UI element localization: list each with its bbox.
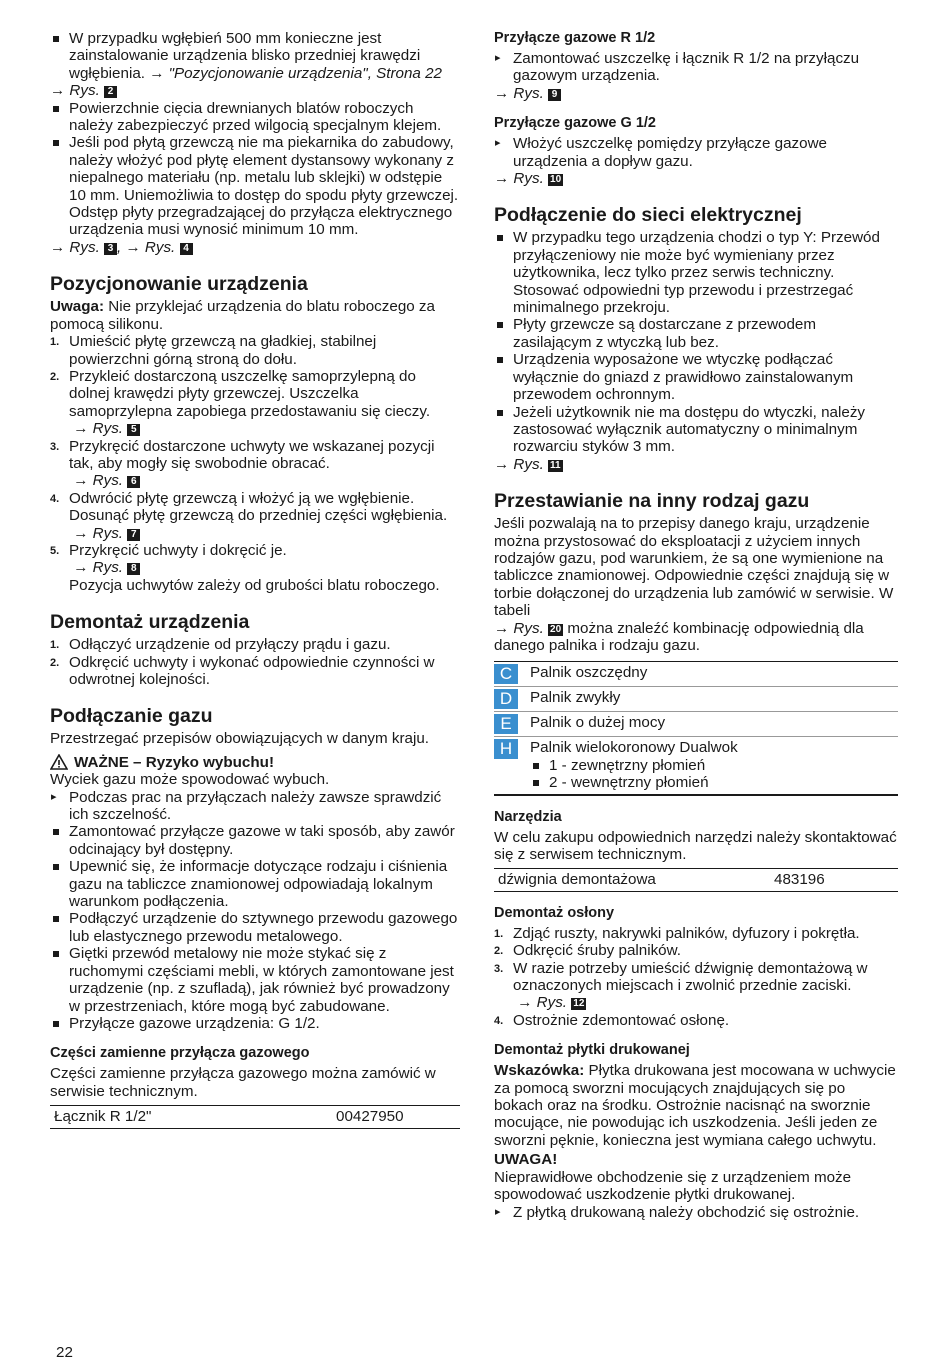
list-item: Jeśli pod płytą grzewczą nie ma piekarnika do zabudowy, należy włożyć pod płytę element dystansowy wykonany z niepalnego materiału (np. metalu lub sklejki) w odstępie 10 mm. Uniemożliwia to dostęp do spodu płyty grzewczej. Odstęp płyty przegradzającej do przyłącza elektrycznego urządzenia musi wynosić minimum 10 mm. [50, 134, 460, 238]
step: 1. Zdjąć ruszty, nakrywki palników, dyfuzory i pokrętła. [494, 924, 860, 942]
list-item: W przypadku wgłębień 500 mm konieczne jest zainstalowanie urządzenia blisko przedniej krawędzi wgłębienia. → "Pozycjonowanie urządzenia", Strona 22 [50, 30, 460, 82]
step: 4. Ostrożnie zdemontować osłonę. [494, 1011, 730, 1029]
figure-ref: → Rys. 11 [494, 455, 561, 473]
note: Uwaga: Nie przyklejać urządzenia do blatu roboczego za pomocą silikonu. [50, 298, 435, 333]
step: 1. Umieścić płytę grzewczą na gładkiej, stabilnej powierzchni górną stroną do dołu. [50, 333, 377, 368]
step: 5. Przykręcić uchwyty i dokręcić je. → Rys. 8 Pozycja uchwytów zależy od grubości blatu roboczego. [50, 541, 440, 594]
step: 3. Przykręcić dostarczone uchwyty we wskazanej pozycji tak, aby mogły się swobodnie obracać. → Rys. 6 [50, 437, 435, 490]
table-row: Łącznik R 1/2" 00427950 [50, 1106, 460, 1128]
step: 2. Odkręcić uchwyty i wykonać odpowiednie czynności w odwrotnej kolejności. [50, 653, 435, 688]
figure-ref: → Rys. 3 , → Rys. 4 [50, 239, 460, 256]
subsection-title: Przyłącze gazowe G 1/2 [494, 115, 656, 132]
action-item: ▸ Z płytką drukowaną należy obchodzić się ostrożnie. [494, 1204, 898, 1221]
intro-list [50, 30, 460, 82]
spare-parts-table [50, 1105, 460, 1128]
list-item: Zamontować przyłącze gazowe w taki sposób, aby zawór odcinający był dostępny. [50, 823, 460, 858]
figure-ref: → Rys. 9 [494, 85, 898, 102]
figure-ref: → Rys. 2 [50, 82, 460, 99]
list-item: Jeżeli użytkownik nie ma dostępu do wtyczki, należy zastosować wyłącznik automatyczny o minimalnym rozwarciu styków 3 mm. [494, 404, 898, 456]
action-item: ▸ Zamontować uszczelkę i łącznik R 1/2 na przyłączu gazowym urządzenia. [494, 50, 898, 85]
list-item: Przyłącze gazowe urządzenia: G 1/2. [50, 1015, 460, 1032]
table-row: H Palnik wielokoronowy Dualwok 1 - zewnętrzny płomień 2 - wewnętrzny płomień [494, 737, 898, 795]
section-title: Podłączanie gazu [50, 705, 213, 728]
subsection-title: Demontaż osłony [494, 904, 615, 921]
list-item: Podłączyć urządzenie do sztywnego przewodu gazowego lub elastycznego przewodu metalowego. [50, 910, 460, 945]
list-item: Upewnić się, że informacje dotyczące rodzaju i ciśnienia gazu na tabliczce znamionowej odpowiadają lokalnym warunkom podłączenia. [50, 858, 460, 910]
list-item: 2 - wewnętrzny płomień [530, 774, 898, 791]
step: 4. Odwrócić płytę grzewczą i włożyć ją we wgłębienie. Dosunąć płytę grzewczą do przedniej części wgłębienia. → Rys. 7 [50, 489, 448, 542]
positioning-steps [50, 333, 460, 594]
step: 1. Odłączyć urządzenie od przyłączy prądu i gazu. [50, 636, 391, 654]
subsection-title: Przyłącze gazowe R 1/2 [494, 30, 656, 46]
section-title: Pozycjonowanie urządzenia [50, 273, 308, 296]
burner-code: D [494, 689, 518, 709]
left-column: W przypadku wgłębień 500 mm konieczne jest zainstalowanie urządzenia blisko przedniej krawędzi wgłębienia. → "Pozycjonowanie urządzenia", Strona 22 → Rys. 2 Powierzchnie cięcia drewnianych blatów roboczych należy zabezpieczyć przed wilgocią specjalnym klejem. Jeśli pod płytą grzewczą nie ma piekarnika do zabudowy, należy włożyć pod płytę element dystansowy wykonany z niepalnego materiału (np. metalu lub sklejki) w odstępie 10 mm. Uniemożliwia to dostęp do spodu płyty grzewczej. Odstęp płyty przegradzającej do przyłącza elektrycznego urządzenia musi wynosić minimum 10 mm. → Rys. 3 , → Rys. 4 Pozycjonowanie urządzenia Uwaga: Nie przyklejać urządzenia do blatu roboczego za pomocą silikonu. 1. Umieścić płytę grzewczą na gładkiej, stabilnej powierzchni górną stroną do dołu. 2. Przykleić dostarczoną uszczelkę samoprzylepną do dolnej krawędzi płyty grzewczej. Uszczelka samoprzylepna zapobiega przedostawaniu się cieczy. → Rys. 5 3. Przykręcić dostarczone uchwyty we wskazanej pozycji tak, aby mogły się swobodnie obracać. → Rys. 6 4. Odwrócić płytę grzewczą i włożyć ją we wgłębienie. Dosunąć płytę grzewczą do przedniej części wgłębienia. → Rys. 7 5. Przykręcić uchwyty i dokręcić je. → Rys. 8 Pozycja uchwytów zależy od grubości blatu roboczego. Demontaż urządzenia 1. Odłączyć urządzenie od przyłączy prądu i gazu. 2. Odkręcić uchwyty i wykonać odpowiednie czynności w odwrotnej kolejności. Podłączanie gazu Przestrzegać przepisów obowiązujących w danym kraju. WAŻNE – Ryzyko wybuchu! Wyciek gazu może spowodować wybuch. ▸ Podczas prac na przyłączach należy zawsze sprawdzić ich szczelność. Zamontować przyłącze gazowe w taki sposób, aby zawór odcinający był dostępny. Upewnić się, że informacje dotyczące rodzaju i ciśnienia gazu na tabliczce znamionowej odpowiadają lokalnym warunkom podłączenia. Podłączyć urządzenie do sztywnego przewodu gazowego lub elastycznego przewodu metalowego. Giętki przewód metalowy nie może stykać się z ruchomymi częściami mebli, w których zamontowane jest urządzenie (np. z szufladą), jak również być prowadzony w przestrzeniach, które mogą być zabudowane. Przyłącze gazowe urządzenia: G 1/2. Części zamienne przyłącza gazowego Części zamienne przyłącza gazowego można zamówić w serwisie technicznym. Łącznik R 1/2" 00427950 [50, 30, 460, 1129]
warning-title: WAŻNE – Ryzyko wybuchu! [50, 754, 460, 771]
table-row: C Palnik oszczędny [494, 662, 898, 687]
list-item: Powierzchnie cięcia drewnianych blatów roboczych należy zabezpieczyć przed wilgocią specjalnym klejem. [50, 100, 460, 135]
figure-ref: → Rys. 10 [494, 170, 562, 188]
list-item: Urządzenia wyposażone we wtyczkę podłączać wyłącznie do gniazd z prawidłowo zainstalowanym przewodem ochronnym. [494, 351, 898, 403]
step: 2. Przykleić dostarczoną uszczelkę samoprzylepną do dolnej krawędzi płyty grzewczej. Uszczelka samoprzylepna zapobiega przedostawaniu się cieczy. → Rys. 5 [50, 367, 431, 438]
action-item: ▸ Włożyć uszczelkę pomiędzy przyłącze gazowe urządzenia a dopływ gazu. [494, 135, 898, 170]
step: 2. Odkręcić śruby palników. [494, 942, 681, 960]
subsection-title: Demontaż płytki drukowanej [494, 1042, 690, 1059]
warning-icon [50, 754, 68, 770]
list-item: Płyty grzewcze są dostarczane z przewodem zasilającym z wtyczką lub bez. [494, 316, 898, 351]
section-title: Przestawianie na inny rodzaj gazu [494, 490, 810, 513]
burner-code: E [494, 714, 518, 734]
right-column: Przyłącze gazowe R 1/2 ▸ Zamontować uszczelkę i łącznik R 1/2 na przyłączu gazowym urządzenia. → Rys. 9 Przyłącze gazowe G 1/2 ▸ Włożyć uszczelkę pomiędzy przyłącze gazowe urządzenia a dopływ gazu. → Rys. 10 Podłączenie do sieci elektrycznej W przypadku tego urządzenia chodzi o typ Y: Przewód przyłączeniowy nie może być wymieniany przez użytkownika, lecz tylko przez serwis techniczny. Stosować odpowiedni typ przewodu i przestrzegać minimalnego przekroju. Płyty grzewcze są dostarczane z przewodem zasilającym z wtyczką lub bez. Urządzenia wyposażone we wtyczkę podłączać wyłącznie do gniazd z prawidłowo zainstalowanym przewodem ochronnym. Jeżeli użytkownik nie ma dostępu do wtyczki, należy zastosować wyłącznik automatyczny o minimalnym rozwarciu styków 3 mm. → Rys. 11 Przestawianie na inny rodzaj gazu Jeśli pozwalają na to przepisy danego kraju, urządzenie można przystosować do eksploatacji z użyciem innych rodzajów gazu, pod warunkiem, że są one wymienione na tabliczce znamionowej. Odpowiednie części znajdują się w torbie dołączonej do urządzenia lub zamówić w serwisie. W tabeli → Rys. 20 można znaleźć kombinację odpowiednią dla danego palnika i rodzaju gazu. C Palnik oszczędny D Palnik zwykły E Palnik o dużej mocy H Palnik wielokoronowy Dualwok 1 - zewnętrzny płomień 2 - wewnętrzny płomień Narzędzia W celu zakupu odpowiednich narzędzi należy skontaktować się z serwisem technicznym. dźwignia demontażowa 483196 Demontaż osłony 1. Zdjąć ruszty, nakrywki palników, dyfuzory i pokrętła. 2. Odkręcić śruby palników. 3. W razie potrzeby umieścić dźwignię demontażową w oznaczonych miejscach i zwolnić przednie zaciski. → Rys. 12 4. Ostrożnie zdemontować osłonę. Demontaż płytki drukowanej Wskazówka: Płytka drukowana jest mocowana w uchwycie za pomocą sworzni mocujących znajdujących się po bokach oraz na środku. Ostrożnie nacisnąć na sworznie mocujące, nie powodując ich uszkodzenia. Jeśli jeden ze sworzni pęknie, konieczna jest wymiana całego uchwytu. UWAGA! Nieprawidłowe obchodzenie się z urządzeniem może spowodować uszkodzenie płytki drukowanej. ▸ Z płytką drukowaną należy obchodzić się ostrożnie. [494, 30, 898, 1221]
list-item: W przypadku tego urządzenia chodzi o typ Y: Przewód przyłączeniowy nie może być wymieniany przez użytkownika, lecz tylko przez serwis techniczny. Stosować odpowiedni typ przewodu i przestrzegać minimalnego przekroju. [494, 229, 898, 316]
tools-table [494, 868, 898, 891]
list-item: 1 - zewnętrzny płomień [530, 757, 898, 774]
subsection-title: Części zamienne przyłącza gazowego [50, 1045, 310, 1062]
step: 3. W razie potrzeby umieścić dźwignię demontażową w oznaczonych miejscach i zwolnić przednie zaciski. → Rys. 12 [494, 959, 868, 1012]
table-row: E Palnik o dużej mocy [494, 712, 898, 737]
table-row: dźwignia demontażowa 483196 [494, 869, 898, 891]
section-title: Demontaż urządzenia [50, 611, 250, 634]
list-item: Giętki przewód metalowy nie może stykać się z ruchomymi częściami mebli, w których zamontowane jest urządzenie (np. z szufladą), jak również być prowadzony w przestrzeniach, które mogą być zabudowane. [50, 945, 460, 1015]
subsection-title: Narzędzia [494, 808, 562, 825]
table-row: D Palnik zwykły [494, 687, 898, 712]
burner-code: C [494, 664, 518, 684]
page-number: 22 [56, 1344, 73, 1361]
action-item: ▸ Podczas prac na przyłączach należy zawsze sprawdzić ich szczelność. [50, 789, 460, 824]
alert-title: UWAGA! [494, 1151, 558, 1169]
section-title: Podłączenie do sieci elektrycznej [494, 204, 802, 227]
burner-table [494, 661, 898, 795]
burner-code: H [494, 739, 518, 759]
